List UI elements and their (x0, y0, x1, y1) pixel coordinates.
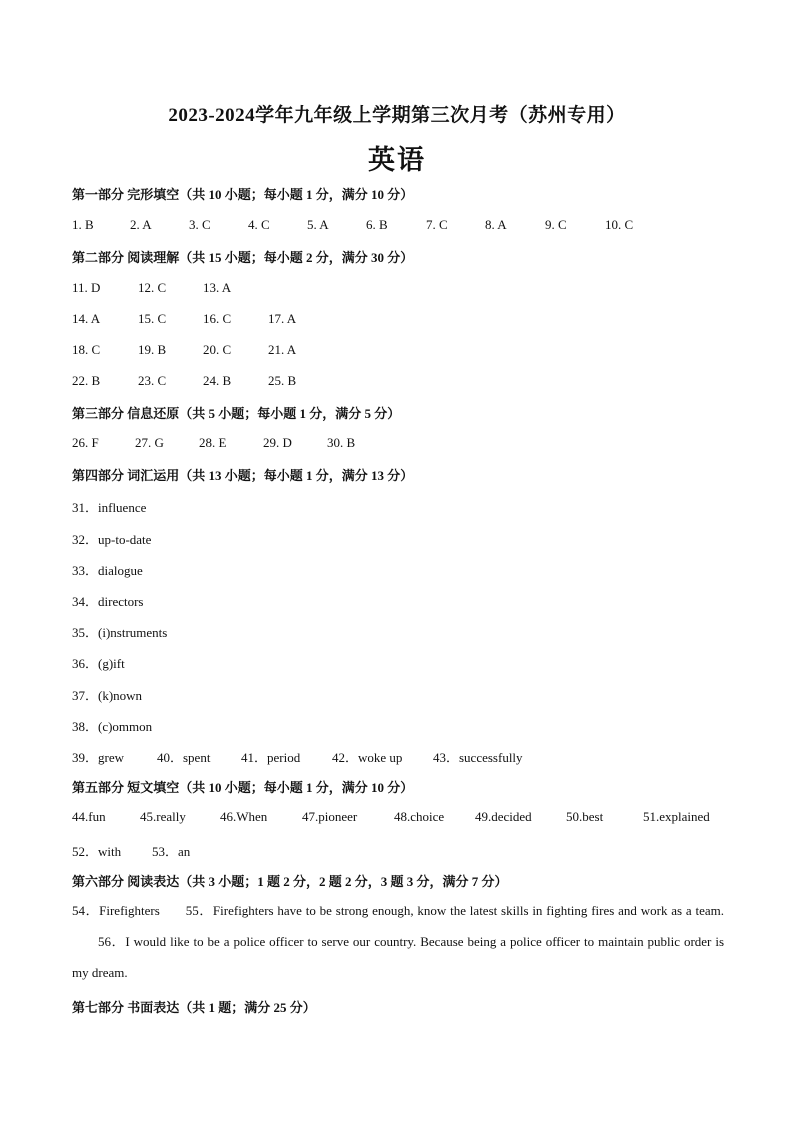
part5-row1 (72, 809, 725, 825)
answer-line: 32．up-to-date (72, 532, 152, 547)
answer-item: 40．spent (157, 750, 211, 765)
answer-item: 17. A (268, 311, 297, 326)
answer-item: 26. F (72, 435, 99, 450)
document-title: 2023-2024学年九年级上学期第三次月考（苏州专用） (168, 105, 626, 126)
part2-row (72, 342, 333, 358)
part2-row (72, 311, 333, 327)
answer-item: 3. C (189, 217, 211, 232)
part5-header: 第五部分 短文填空（共 10 小题；每小题 1 分，满分 10 分） (72, 780, 414, 795)
part2-header: 第二部分 阅读理解（共 15 小题；每小题 2 分，满分 30 分） (72, 250, 414, 265)
answer-item: 42．woke up (332, 750, 403, 765)
answer-item: 9. C (545, 217, 567, 232)
answer-line: 31．influence (72, 500, 147, 515)
answer-item: 13. A (203, 280, 232, 295)
answer-item: 23. C (138, 373, 167, 388)
answer-item: 27. G (135, 435, 164, 450)
answer-item: 25. B (268, 373, 297, 388)
answer-item: 45.really (140, 809, 186, 824)
answer-line: 34．directors (72, 594, 144, 609)
answer-item: 10. C (605, 217, 634, 232)
answer-item: 51.explained (643, 809, 710, 824)
answer-item: 22. B (72, 373, 101, 388)
part1-header: 第一部分 完形填空（共 10 小题；每小题 1 分，满分 10 分） (72, 187, 414, 202)
answer-item: 50.best (566, 809, 604, 824)
answer-item: 48.choice (394, 809, 445, 824)
answer-line: 36．(g)ift (72, 656, 125, 671)
part1-answers (72, 217, 655, 233)
answer-item: 43．successfully (433, 750, 523, 765)
part6-answers (72, 895, 724, 988)
answer-item: 12. C (138, 280, 167, 295)
answer-55: 55．Firefighters have to be strong enough, know the latest skills in fighting fires and work as a team. (185, 903, 725, 918)
answer-item: 53．an (152, 844, 191, 859)
answer-item: 5. A (307, 217, 329, 232)
answer-item: 46.When (220, 809, 268, 824)
answer-item: 14. A (72, 311, 101, 326)
answer-56: 56．I would like to be a police officer to serve our country. Because being a police officer to maintain public order is my dream. (72, 934, 724, 980)
answer-item: 39．grew (72, 750, 124, 765)
answer-item: 28. E (199, 435, 227, 450)
answer-item: 4. C (248, 217, 270, 232)
answer-item: 7. C (426, 217, 448, 232)
answer-item: 30. B (327, 435, 356, 450)
answer-item: 1. B (72, 217, 94, 232)
answer-item: 8. A (485, 217, 507, 232)
answer-item: 16. C (203, 311, 232, 326)
answer-item: 47.pioneer (302, 809, 358, 824)
part3-header: 第三部分 信息还原（共 5 小题；每小题 1 分，满分 5 分） (72, 406, 401, 421)
answer-item: 15. C (138, 311, 167, 326)
part4-last-row (72, 747, 543, 766)
answer-item: 2. A (130, 217, 152, 232)
part2-row (72, 373, 333, 389)
answer-line: 37．(k)nown (72, 688, 143, 703)
answer-item: 44.fun (72, 809, 106, 824)
answer-item: 41．period (241, 750, 301, 765)
answer-item: 49.decided (475, 809, 532, 824)
part7-header: 第七部分 书面表达（共 1 题；满分 25 分） (72, 1000, 316, 1015)
answer-item: 19. B (138, 342, 167, 357)
subject-title: 英语 (368, 145, 426, 176)
answer-item: 21. A (268, 342, 297, 357)
answer-item: 6. B (366, 217, 388, 232)
answer-item: 24. B (203, 373, 232, 388)
answer-line: 38．(c)ommon (72, 719, 153, 734)
answer-line: 35．(i)nstruments (72, 625, 168, 640)
answer-item: 11. D (72, 280, 101, 295)
part5-row2 (72, 841, 202, 860)
part6-header: 第六部分 阅读表达（共 3 小题；1 题 2 分，2 题 2 分，3 题 3 分，满分 7 分） (72, 874, 508, 889)
answer-item: 18. C (72, 342, 101, 357)
answer-54: 54．Firefighters (72, 903, 160, 918)
part2-row (72, 280, 268, 296)
answer-item: 29. D (263, 435, 292, 450)
answer-line: 33．dialogue (72, 563, 143, 578)
part3-answers (72, 435, 377, 451)
answer-item: 52．with (72, 844, 122, 859)
answer-item: 20. C (203, 342, 232, 357)
part4-header: 第四部分 词汇运用（共 13 小题；每小题 1 分，满分 13 分） (72, 468, 414, 483)
